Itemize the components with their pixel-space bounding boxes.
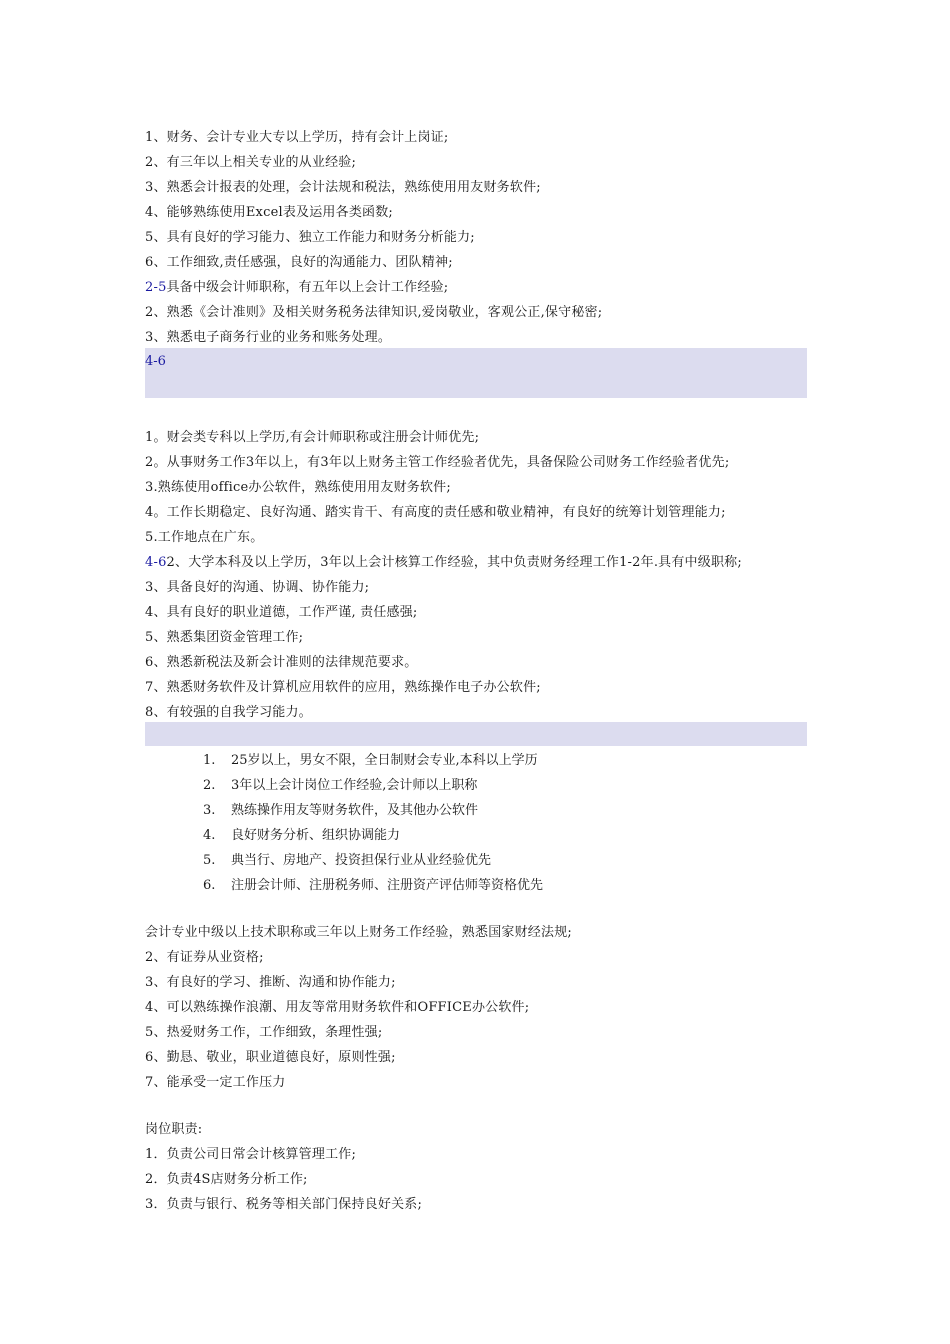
requirement-line: 1。财会类专科以上学历,有会计师职称或注册会计师优先;: [145, 430, 480, 445]
requirement-line: 1、财务、会计专业大专以上学历，持有会计上岗证;: [145, 130, 449, 145]
duty-line: 3．负责与银行、税务等相关部门保持良好关系;: [145, 1197, 423, 1212]
section-band: [145, 722, 807, 746]
requirement-line: 4、可以熟练操作浪潮、用友等常用财务软件和OFFICE办公软件;: [145, 1000, 530, 1015]
requirement-line: 5、热爱财务工作，工作细致，条理性强;: [145, 1025, 383, 1040]
list-item-text: 良好财务分析、组织协调能力: [231, 828, 401, 843]
requirement-line: 7、熟悉财务软件及计算机应用软件的应用，熟练操作电子办公软件;: [145, 680, 541, 695]
requirement-line: 5.工作地点在广东。: [145, 530, 264, 545]
requirement-line: 2、有三年以上相关专业的从业经验;: [145, 155, 357, 170]
requirement-line: 2。从事财务工作3年以上，有3年以上财务主管工作经验者优先，具备保险公司财务工作经验者优先;: [145, 455, 730, 470]
requirement-line: 会计专业中级以上技术职称或三年以上财务工作经验，熟悉国家财经法规;: [145, 925, 572, 940]
duty-line: 1．负责公司日常会计核算管理工作;: [145, 1147, 357, 1162]
requirement-line: 8、有较强的自我学习能力。: [145, 705, 312, 720]
list-item: [203, 803, 478, 819]
section-band: [145, 348, 807, 398]
list-number: 5.: [203, 853, 216, 868]
list-item-text: 注册会计师、注册税务师、注册资产评估师等资格优先: [231, 878, 544, 893]
requirement-line: 4。工作长期稳定、良好沟通、踏实肯干、有高度的责任感和敬业精神，有良好的统筹计划管理能力;: [145, 505, 726, 520]
list-number: 3.: [203, 803, 216, 818]
requirement-line: 6、勤恳、敬业，职业道德良好，原则性强;: [145, 1050, 396, 1065]
list-number: 6.: [203, 878, 216, 893]
requirement-line: [145, 280, 448, 296]
requirement-text: 2、大学本科及以上学历，3年以上会计核算工作经验，其中负责财务经理工作1-2年.具有中级职称;: [166, 555, 742, 570]
list-item: [203, 878, 543, 894]
requirement-line: 5、具有良好的学习能力、独立工作能力和财务分析能力;: [145, 230, 475, 245]
range-marker: 4-6: [145, 555, 167, 570]
requirement-line: 3、有良好的学习、推断、沟通和协作能力;: [145, 975, 396, 990]
list-item: [203, 828, 400, 844]
requirement-line: 7、能承受一定工作压力: [145, 1075, 286, 1090]
requirement-line: [145, 555, 742, 571]
list-item-text: 3年以上会计岗位工作经验,会计师以上职称: [231, 778, 478, 793]
requirement-line: 4、能够熟练使用Excel表及运用各类函数;: [145, 205, 394, 220]
list-item-text: 典当行、房地产、投资担保行业从业经验优先: [231, 853, 492, 868]
requirement-line: 3、熟悉电子商务行业的业务和账务处理。: [145, 330, 392, 345]
list-item-text: 熟练操作用友等财务软件，及其他办公软件: [231, 803, 479, 818]
requirement-line: 6、工作细致,责任感强，良好的沟通能力、团队精神;: [145, 255, 453, 270]
requirement-line: 4、具有良好的职业道德，工作严谨, 责任感强;: [145, 605, 418, 620]
requirement-line: 5、熟悉集团资金管理工作;: [145, 630, 304, 645]
requirement-line: 3、具备良好的沟通、协调、协作能力;: [145, 580, 370, 595]
requirement-line: 3.熟练使用office办公软件，熟练使用用友财务软件;: [145, 480, 451, 495]
requirement-line: 2、有证券从业资格;: [145, 950, 264, 965]
requirement-line: 3、熟悉会计报表的处理，会计法规和税法，熟练使用用友财务软件;: [145, 180, 541, 195]
list-item-text: 25岁以上，男女不限，全日制财会专业,本科以上学历: [231, 753, 538, 768]
requirement-text: 具备中级会计师职称，有五年以上会计工作经验;: [166, 280, 449, 295]
range-marker: 2-5: [145, 280, 167, 295]
list-item: [203, 753, 538, 769]
list-item: [203, 778, 477, 794]
requirement-line: 6、熟悉新税法及新会计准则的法律规范要求。: [145, 655, 418, 670]
requirement-line: 2、熟悉《会计准则》及相关财务税务法律知识,爱岗敬业，客观公正,保守秘密;: [145, 305, 603, 320]
duty-line: 2．负责4S店财务分析工作;: [145, 1172, 308, 1187]
list-number: 1.: [203, 753, 216, 768]
list-item: [203, 853, 491, 869]
list-number: 2.: [203, 778, 216, 793]
section-heading: 岗位职责:: [145, 1122, 203, 1137]
range-marker: 4-6: [145, 354, 166, 369]
list-number: 4.: [203, 828, 216, 843]
